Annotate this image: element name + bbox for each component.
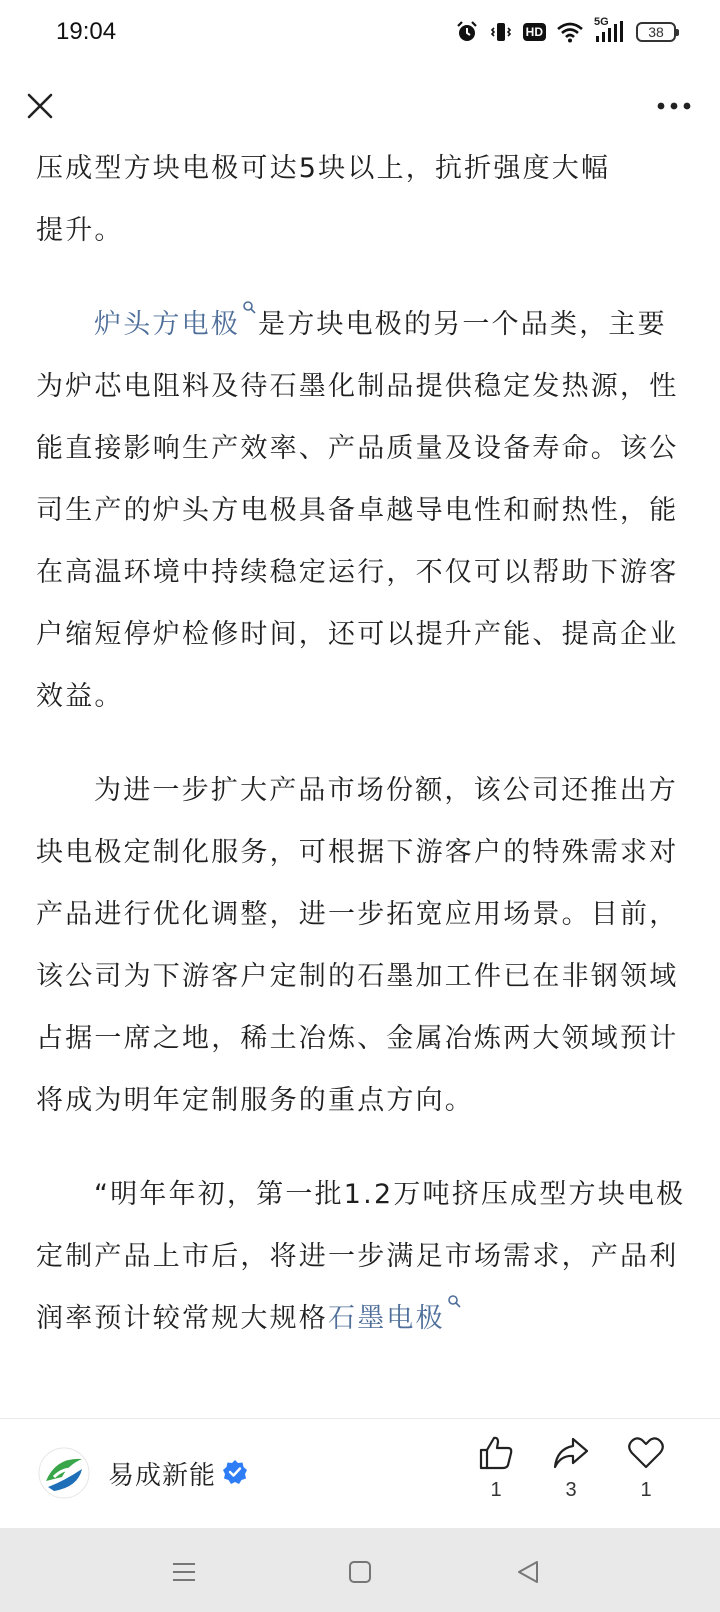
alarm-icon	[455, 20, 479, 44]
search-link-graphite-electrode[interactable]	[328, 1303, 463, 1334]
search-link-text: 石墨电极	[328, 1303, 445, 1334]
share-button[interactable]	[541, 1433, 601, 1513]
wifi-icon	[556, 21, 584, 43]
close-button[interactable]	[18, 84, 62, 128]
more-icon	[656, 101, 692, 111]
vibrate-icon	[489, 20, 513, 44]
paragraph-1	[36, 148, 686, 262]
paragraph-4-text: “明年年初，第一批1.2万吨挤压成型方块电极定制产品上市后，将进一步满足市场需求，产品利润率预计较常规大规格	[36, 1179, 686, 1334]
status-bar	[0, 0, 720, 64]
paragraph-2	[36, 294, 686, 728]
hd-badge: HD	[523, 23, 546, 41]
search-link-furnace-head-electrode[interactable]	[94, 309, 258, 340]
paragraph-3: 为进一步扩大产品市场份额，该公司还推出方块电极定制化服务，可根据下游客户的特殊需求对产品进行优化调整，进一步拓宽应用场景。目前，该公司为下游客户定制的石墨加工件已在非钢领域占据一席之地，稀土冶炼、金属冶炼两大领域预计将成为明年定制服务的重点方向。	[36, 775, 679, 1116]
more-button[interactable]	[650, 84, 698, 128]
nav-home-button[interactable]	[340, 1552, 380, 1592]
search-icon	[242, 300, 258, 316]
favorite-count: 1	[640, 1479, 652, 1501]
share-icon	[551, 1433, 591, 1473]
close-icon	[25, 91, 55, 121]
paragraph-1-end: 提升。	[36, 215, 124, 246]
home-square-icon	[347, 1559, 373, 1585]
partial-line: 压成型方块电极可达5块以上，抗折强度大幅	[36, 153, 611, 184]
search-icon	[447, 1294, 463, 1310]
paragraph-2-text: 是方块电极的另一个品类，主要为炉芯电阻料及待石墨化制品提供稳定发热源，性能直接影响生产效率、产品质量及设备寿命。该公司生产的炉头方电极具备卓越导电性和耐热性，能在高温环境中持续稳定运行，不仅可以帮助下游客户缩短停炉检修时间，还可以提升产能、提高企业效益。	[36, 309, 679, 712]
system-nav-bar	[0, 1528, 720, 1612]
paragraph-4	[36, 1164, 686, 1350]
nav-menu-button[interactable]	[164, 1552, 204, 1592]
thumbs-up-icon	[476, 1433, 516, 1473]
share-count: 3	[565, 1479, 577, 1501]
favorite-button[interactable]	[616, 1433, 676, 1513]
signal-icon	[594, 16, 626, 44]
author-name[interactable]: 易成新能	[108, 1461, 217, 1491]
heart-icon	[626, 1433, 666, 1473]
search-link-text: 炉头方电极	[94, 309, 240, 340]
like-count: 1	[490, 1479, 502, 1501]
battery-indicator: 38	[636, 22, 676, 42]
network-label: 5G	[594, 16, 609, 28]
article-body	[0, 148, 720, 1418]
like-button[interactable]	[466, 1433, 526, 1513]
bottom-action-bar	[0, 1418, 720, 1529]
top-app-bar	[0, 64, 720, 148]
nav-back-button[interactable]	[508, 1552, 548, 1592]
author-avatar[interactable]	[38, 1447, 90, 1499]
menu-icon	[170, 1560, 198, 1584]
status-icons	[455, 18, 676, 46]
verified-badge-icon	[222, 1459, 248, 1485]
author-logo-icon	[38, 1447, 90, 1499]
status-time: 19:04	[56, 18, 117, 45]
back-triangle-icon	[515, 1559, 541, 1585]
